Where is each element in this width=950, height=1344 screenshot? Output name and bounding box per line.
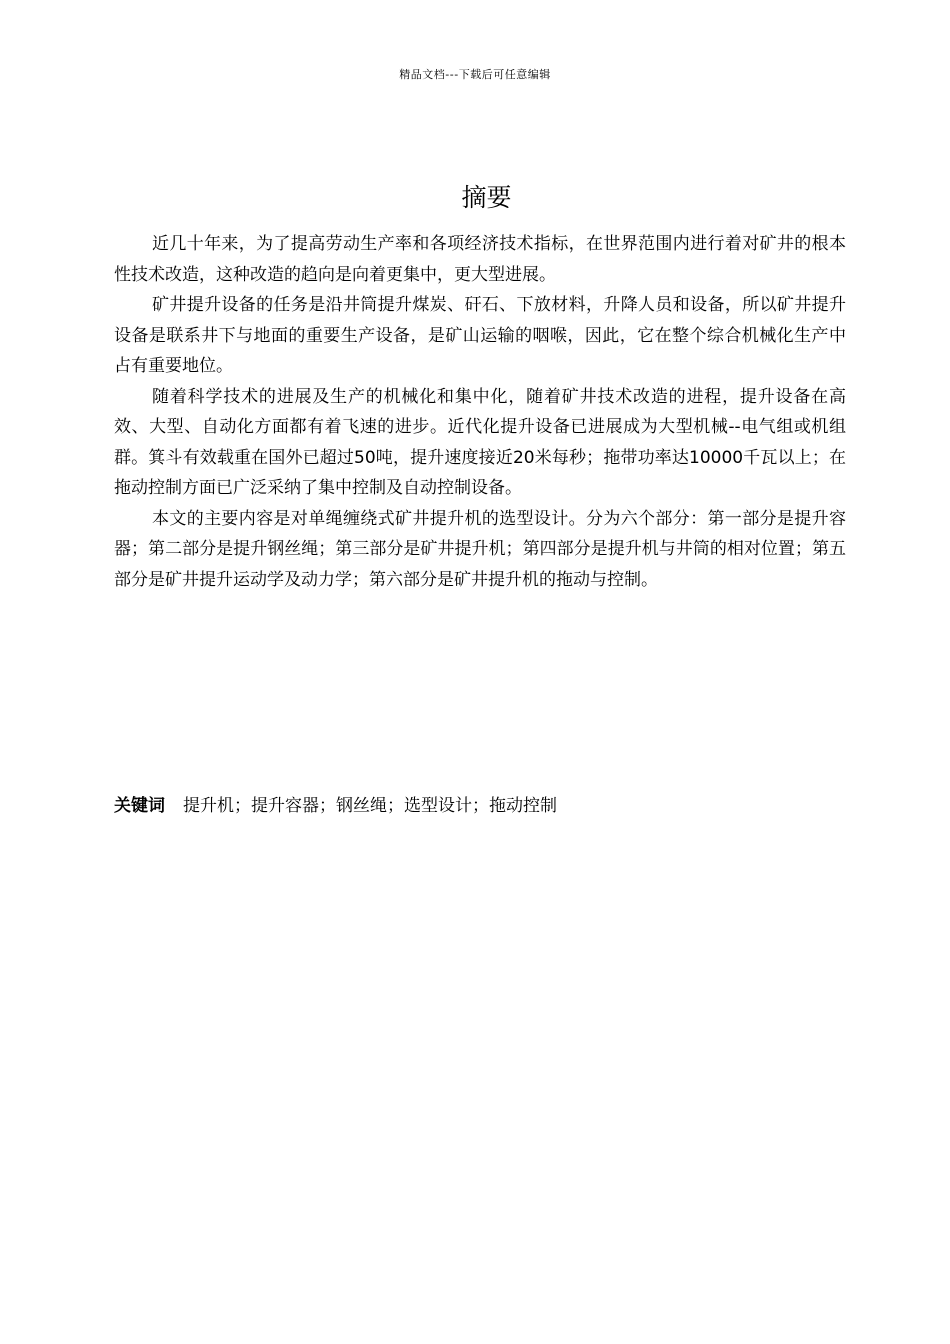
keywords-text: 提升机；提升容器；钢丝绳；选型设计；拖动控制 bbox=[183, 796, 557, 816]
abstract-title: 摘要 bbox=[461, 183, 512, 212]
abstract-paragraph-1: 近几十年来，为了提高劳动生产率和各项经济技术指标，在世界范围内进行着对矿井的根本性技术改造，这种改造的趋向是向着更集中，更大型进展。 bbox=[114, 234, 846, 285]
page-header: 精品文档---下载后可任意编辑 bbox=[399, 68, 551, 81]
keywords-label: 关键词 bbox=[114, 796, 165, 816]
abstract-paragraph-3: 随着科学技术的进展及生产的机械化和集中化，随着矿井技术改造的进程，提升设备在高效、大型、自动化方面都有着飞速的进步。近代化提升设备已进展成为大型机械--电气组或机组群。箕斗有效载重在国外已超过50吨，提升速度接近20米每秒；拖带功率达10000千瓦以上；在拖动控制方面已广泛采纳了集中控制及自动控制设备。 bbox=[114, 386, 846, 498]
keywords-line bbox=[114, 791, 557, 821]
abstract-body bbox=[114, 229, 846, 595]
abstract-paragraph-2: 矿井提升设备的任务是沿井筒提升煤炭、矸石、下放材料，升降人员和设备，所以矿井提升设备是联系井下与地面的重要生产设备，是矿山运输的咽喉，因此，它在整个综合机械化生产中 占有重要地位。 bbox=[114, 295, 846, 376]
abstract-paragraph-4: 本文的主要内容是对单绳缠绕式矿井提升机的选型设计。分为六个部分：第一部分是提升容器；第二部分是提升钢丝绳；第三部分是矿井提升机；第四部分是提升机与井筒的相对位置；第五部分是矿井提升运动学及动力学；第六部分是矿井提升机的拖动与控制。 bbox=[114, 508, 846, 590]
